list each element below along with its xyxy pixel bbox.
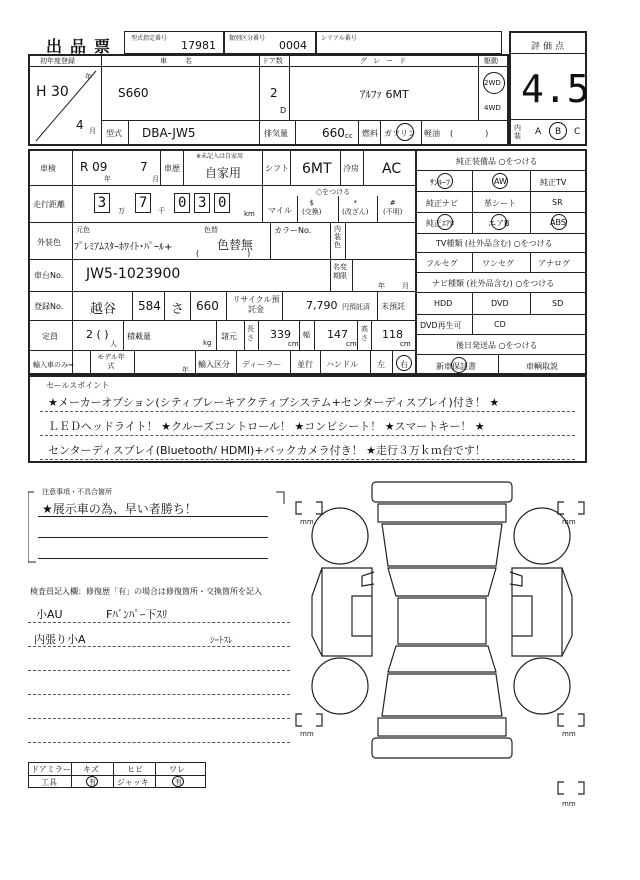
score-value: 4.5 [521,67,590,111]
playback-label: DVD再生可 [420,321,462,330]
legend-scratch: キズ [83,765,99,774]
recycle: 7,790 [306,299,338,312]
model-no-label: 型式指定番号 [131,35,168,42]
equip-airbag: エアB [488,219,510,228]
mileage-digit: 3 [94,193,110,213]
model-no: 17981 [181,39,216,52]
car-name: S660 [118,86,149,100]
doors-label: ドア数 [262,57,283,65]
mileage-digit: 0 [174,193,190,213]
tv-analog: アナログ [538,259,570,268]
nav-sd: SD [552,299,564,308]
reg-label: 登録No. [34,302,64,311]
swap-label: $ (交換) [302,199,322,216]
unknown-label: # (不明) [383,199,403,216]
height-unit: cm [400,340,411,348]
legend-crack: ヒビ [127,765,143,774]
playback-cd: CD [494,320,506,329]
model-year-unit: 年 [182,366,189,374]
recycle-label: リサイクル預託金 [232,295,280,314]
grade: ｱﾙﾌｧ 6MT [360,88,409,101]
mm-label: mm [562,800,576,808]
notes-text: ★展示車の為、早い者勝ち！ [42,502,197,516]
sen-unit: 千 [158,207,165,215]
equip-abs: ABS [550,218,566,227]
inspector-line-2a: 内張り小A [34,633,86,646]
oem-label: 純正装備品 ○をつける [456,157,538,166]
shaken-era: R 09 [80,160,108,174]
grade-label: グレード [360,57,412,65]
history-label: 車歴 [164,164,180,173]
legend-jack-yes: 有 [175,778,182,786]
shaken-year-unit: 年 [104,175,111,183]
fuel-gasoline: ガソリン [384,129,416,138]
car-name-label: 車名 [160,57,210,65]
tool-legend [28,762,206,788]
handle-right-circle [396,355,412,371]
inspector-line-1a: 小AU [36,608,63,621]
fuel-gasoline-circle [396,123,414,141]
person-unit: 人 [110,340,117,348]
recycle-not: 未預託 [381,302,405,311]
km-unit: km [244,210,255,218]
model-number-box [124,31,224,54]
mm-label: mm [562,730,576,738]
import-label: 輸入車のみ⇒ [33,361,74,369]
later-manual: 車輌取説 [526,362,558,371]
legend-tools: 工具 [41,778,57,787]
sales-label: セールスポイント [46,381,110,390]
legend-tools-yes: 有 [89,778,96,786]
model-year-label: モデル年式 [97,353,125,370]
sales-line: ＬＥＤヘッドライト！ ★クルーズコントロール！ ★コンビシート！ ★スマートキー！ ★ [48,420,485,433]
fuel-paren: ( ) [450,129,489,138]
load-unit: kg [203,339,212,347]
serial-box [316,31,502,54]
tv-fullseg: フルセグ [426,259,458,268]
color-paren: ( ) [196,249,251,258]
notes-label: 注意事項・不具合箇所 [42,488,112,496]
transfer-year: 年 [378,282,385,290]
interior-b: B [555,127,562,137]
reg-area: 越谷 [90,302,117,317]
displacement: 660 [322,126,345,140]
capacity: 2 ( ) [86,328,109,341]
legend-tools-circle [86,776,98,787]
length-label: 長さ [247,325,254,342]
drive-label: 駆動 [484,57,498,65]
shaken-month-unit: 月 [152,175,159,183]
month-unit: 月 [89,127,96,135]
inspector-line-1b: Fﾊﾞﾝﾊﾟｰ下ｽﾘ [106,608,168,621]
parallel: 並行 [297,360,313,369]
type-label: 型式 [106,129,122,138]
equip-sunroof-circle [437,173,453,189]
length: 339 [270,328,291,341]
fuel-diesel: 軽油 [424,129,440,138]
mileage-label: 走行距離 [33,200,65,209]
equip-aero-circle [437,214,453,230]
width: 147 [327,328,348,341]
shift: 6MT [302,161,332,177]
equip-leather: 革シート [484,199,516,208]
length-unit: cm [288,340,299,348]
inspector-rule [28,670,290,671]
man-unit: 万 [118,207,125,215]
equip-sunroof: ｻﾝﾙｰﾌ [430,178,450,187]
mileage-digit: 3 [194,193,210,213]
reg-number: 660 [196,299,219,313]
inspector-rule [28,646,290,647]
nav-dvd: DVD [491,299,509,308]
legend-jack-circle [172,776,184,787]
nav-hdd: HDD [434,299,453,308]
width-unit: cm [346,340,357,348]
displacement-label: 排気量 [264,129,288,138]
mileage-digits [94,192,230,213]
height-label: 高さ [361,325,368,342]
first-reg-label: 初年度登録 [40,57,75,65]
first-reg-month: 4 [76,118,84,132]
equip-navi: 純正ナビ [426,199,458,208]
interior-a: A [535,127,542,137]
import-type-label: 輸入区分 [198,360,230,369]
vin: JW5-1023900 [86,266,181,282]
equip-sr: SR [552,198,563,207]
inspector-rule [28,622,290,623]
color-change: 色替無 [217,238,254,252]
doors-sub: D [280,106,287,115]
sales-line: ★メーカーオプション(シティブレーキアクティブシステム+センターディスプレイ)付き！ ★ [48,396,500,409]
later-warranty-circle [451,357,467,373]
equip-airbag-circle [491,214,507,230]
sales-line: センターディスプレイ(Bluetooth/ HDMI)+バックカメラ付き！ ★走行３万ｋｍ台です！ [48,444,486,457]
class-number-box [224,31,316,54]
inspector-rule [28,742,290,743]
legend-break: ワレ [169,765,185,774]
shift-label: シフト [265,164,289,173]
class-no-label: 類別区分番号 [229,35,266,42]
transfer-month: 月 [402,282,409,290]
dealer: ディーラー [242,360,282,369]
nav-label: ナビ種類 (社外品含む) ○をつける [432,279,555,288]
drive-2wd: 2WD [484,79,501,87]
history: 自家用 [205,166,242,180]
doors: 2 [270,86,278,100]
interior-b-circle [549,122,567,140]
color-change-label: 色替 [204,226,218,234]
reg-kana: さ [171,302,185,317]
score-label: 評価点 [531,42,568,52]
car-type: DBA-JW5 [142,126,196,140]
inspector-rule [28,694,290,695]
mm-label: mm [300,518,314,526]
class-no: 0004 [279,39,307,52]
later-label: 後日発送品 ○をつける [456,341,538,350]
mileage-digit: 0 [214,193,230,213]
tv-label: TV種類 (社外品含む) ○をつける [436,239,553,248]
car-damage-diagram [292,476,592,816]
shaken-month: 7 [140,160,148,174]
shaken-label: 車検 [40,164,56,173]
handle-label: ハンドル [326,360,358,369]
recycle-deposited: 円預託済 [342,303,370,311]
mm-label: mm [300,730,314,738]
equip-aw: AW [494,177,507,186]
legend-mirror: ドアミラー [31,765,71,774]
mileage-digit: 7 [135,193,151,213]
capacity-label: 定員 [42,332,58,341]
aircon-label: 冷房 [343,164,359,173]
aircon: AC [382,161,402,177]
handle-right: 右 [400,360,408,369]
mark-note: ○をつける [316,188,351,196]
first-reg-era: H 30 [36,84,69,100]
inspector-rule [28,718,290,719]
serial-label: シリアル番号 [321,35,357,42]
fuel-label: 燃料 [362,129,378,138]
equip-abs-circle [551,214,567,230]
page-title: 出品票 [46,37,119,56]
orig-color: ﾌﾟﾚﾐｱﾑｽﾀｰﾎﾜｲﾄ･ﾊﾟｰﾙ+ [74,242,173,253]
vin-label: 車台No. [34,271,64,280]
displacement-unit: cc [345,132,353,140]
tv-oneseg: ワンセグ [482,259,514,268]
transfer-label: 名変期限 [333,263,347,280]
interior-label: 内装 [514,124,521,140]
color-no-label: カラーNo. [274,226,312,235]
sales-points [28,375,587,463]
year-unit: 年 [85,73,92,81]
inspector-line-2b: ｼｰﾄｽﾚ [210,636,233,646]
equip-aero: 純正ｴｱﾛ [426,219,454,228]
orig-color-label: 元色 [76,226,90,234]
load-label: 積載量 [127,332,151,341]
later-warranty: 新車保証書 [436,362,476,371]
handle-left: 左 [377,360,385,369]
legend-jack: ジャッキ [117,778,149,787]
color-label: 外装色 [37,238,61,247]
mile-label: マイル [268,206,292,215]
drive-4wd: 4WD [484,104,501,112]
height: 118 [382,328,403,341]
equip-tv: 純正TV [540,178,567,187]
history-note: ※未記入は自家用 [196,153,244,160]
interior-c: C [574,127,581,137]
tamper-label: * (改ざん) [342,199,369,216]
reg-class: 584 [138,299,161,313]
mm-label: mm [562,518,576,526]
int-color-label: 内装色 [334,225,341,249]
inspector-label: 検査員記入欄：修復歴「有」の場合は修復箇所・交換箇所を記入 [30,587,262,596]
equip-aw-circle [492,173,508,189]
width-label: 幅 [303,331,310,339]
specs-label: 諸元 [221,332,237,341]
